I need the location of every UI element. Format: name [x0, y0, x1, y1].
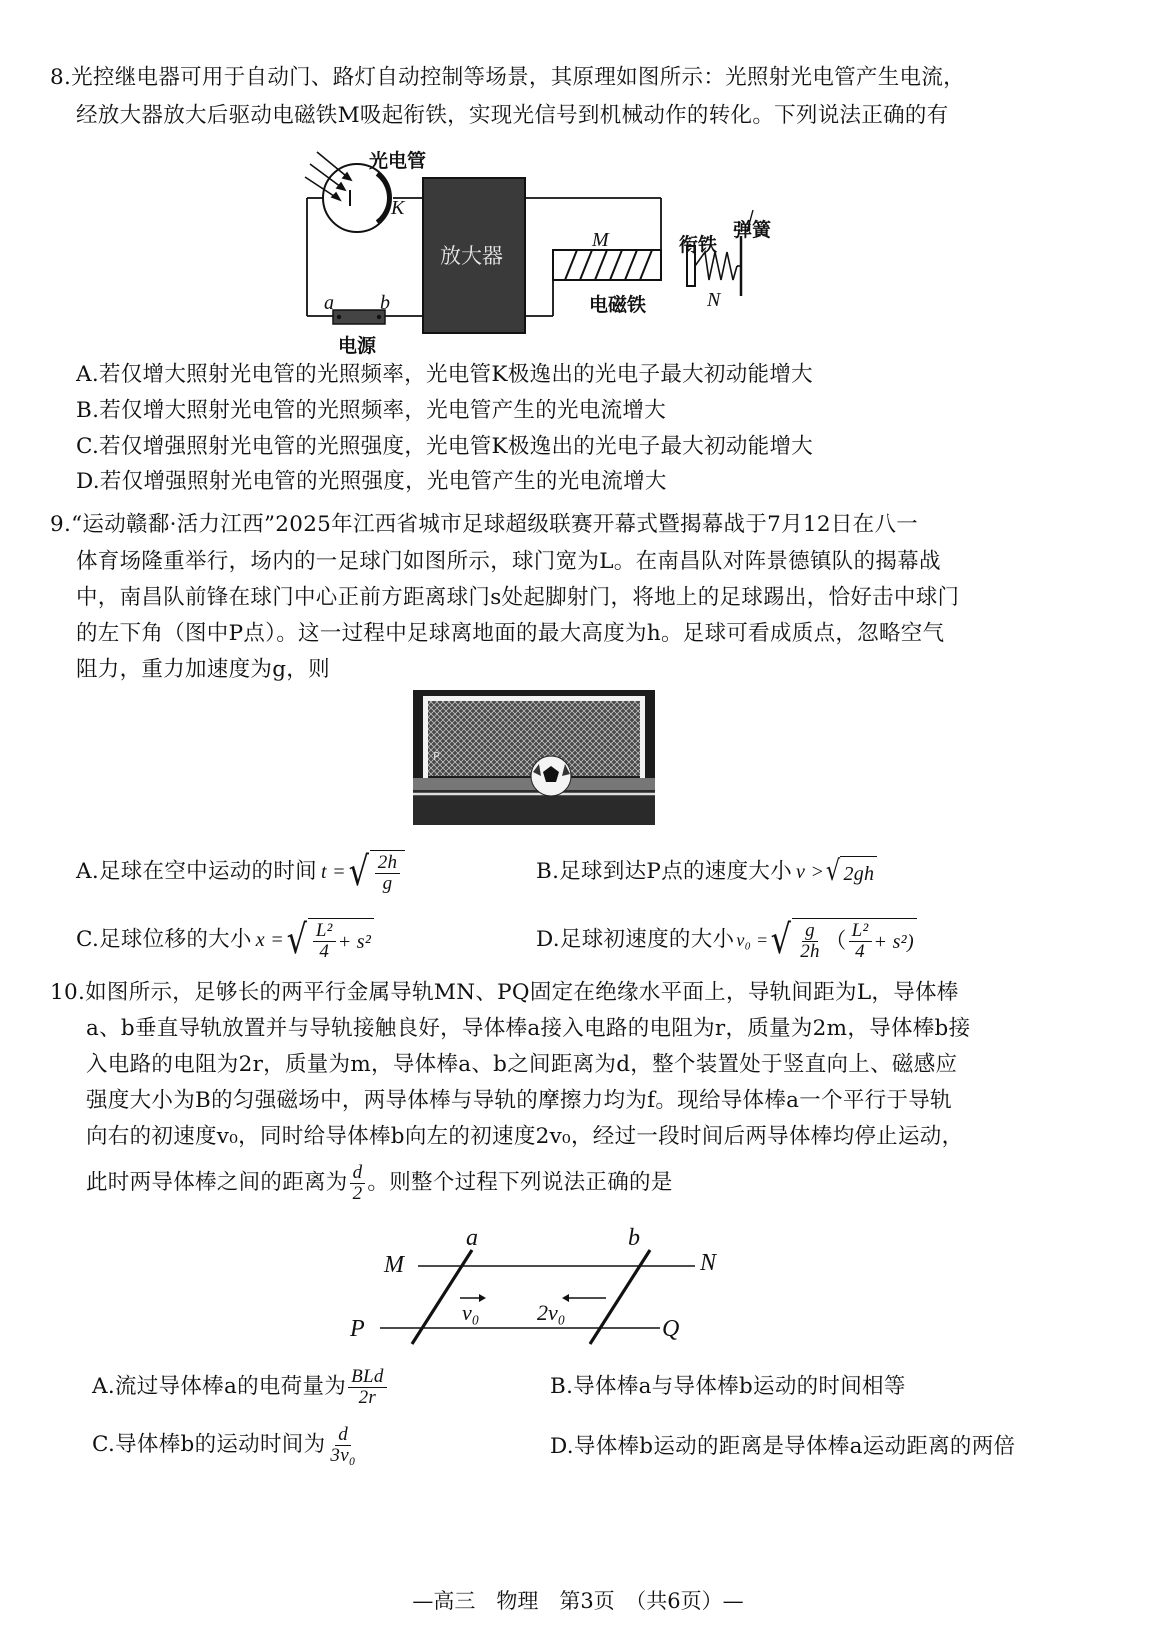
rod-b-label: b: [628, 1225, 640, 1251]
q9-option-d-den: 4: [855, 941, 865, 962]
q10-option-c: [92, 1420, 361, 1470]
q8-line1: 8.光控继电器可用于自动门、路灯自动控制等场景，其原理如图所示：光照射光电管产生电流，: [50, 65, 965, 90]
q10-line6: [86, 1158, 673, 1208]
spring-label: 弹簧: [733, 219, 772, 241]
q10-line1: 10.如图所示，足够长的两平行金属导轨MN、PQ固定在绝缘水平面上，导轨间距为L，导体棒: [50, 980, 959, 1005]
q9-option-a-sqrt: √ $\frac{2h}{g}$: [346, 850, 405, 894]
q9-option-c: [76, 905, 374, 975]
q9-option-d-open: （: [824, 928, 847, 954]
rod-a-label: a: [466, 1225, 478, 1251]
q9-option-c-text: C.足球位移的大小: [76, 927, 252, 952]
q9-option-d-lhs: v₀ =: [736, 930, 769, 950]
rails-diagram: [340, 1222, 740, 1352]
q8-option-b: B.若仅增大照射光电管的光照频率，光电管产生的光电流增大: [76, 398, 667, 423]
q9-option-b-sqrt: √ 2gh: [824, 856, 877, 889]
photo-p-label: P: [433, 750, 440, 763]
q10-option-d: D.导体棒b运动的距离是导体棒a运动距离的两倍: [550, 1434, 1016, 1459]
q9-option-d-tail: + s²): [873, 930, 914, 953]
q8-option-c: C.若仅增强照射光电管的光照强度，光电管K极逸出的光电子最大初动能增大: [76, 434, 814, 459]
q8-option-a: A.若仅增大照射光电管的光照频率，光电管K极逸出的光电子最大初动能增大: [76, 362, 813, 387]
q9-option-d-text: D.足球初速度的大小: [536, 927, 735, 952]
rail-p-label: P: [350, 1316, 365, 1342]
q10-option-a-num: BLd: [348, 1367, 387, 1388]
q9-option-a-lhs: t =: [320, 861, 346, 883]
m-label: M: [592, 229, 609, 251]
rail-m-label: M: [384, 1252, 404, 1278]
q9-option-c-den: 4: [319, 941, 330, 962]
velocity-b-label: 2v₀: [537, 1300, 566, 1325]
q10-line6-num: d: [350, 1163, 366, 1184]
q9-line4: 的左下角（图中P点）。这一过程中足球离地面的最大高度为h。足球可看成质点，忽略空气: [76, 621, 945, 646]
velocity-a-label: v₀: [462, 1300, 480, 1325]
q9-option-b: [536, 852, 877, 892]
q9-option-c-sqrt: √ $\frac{\text{L²}}{4}$ + s²: [284, 918, 374, 962]
soccer-goal-photo: [413, 690, 655, 825]
q9-option-a-text: A.足球在空中运动的时间: [76, 859, 317, 884]
q9-option-d: [536, 905, 917, 975]
rail-n-label: N: [700, 1250, 717, 1276]
q9-option-a-den: g: [382, 873, 393, 894]
q10-option-a-den: 2r: [358, 1386, 377, 1408]
electromagnet-label: 电磁铁: [589, 294, 647, 316]
n-label: N: [707, 289, 721, 311]
q10-option-c-num: d: [335, 1425, 351, 1446]
q9-option-d-gnum: g: [802, 921, 818, 942]
q9-option-d-num: L²: [849, 921, 872, 942]
q9-option-c-tail: + s²: [337, 930, 372, 953]
q9-option-c-lhs: x =: [255, 929, 285, 951]
page-footer: —高三 物理 第3页 （共6页）—: [412, 1589, 744, 1613]
q9-option-b-lhs: v >: [796, 861, 825, 883]
a-terminal-label: a: [324, 292, 334, 314]
rail-q-label: Q: [662, 1316, 680, 1342]
q10-line4: 强度大小为B的匀强磁场中，两导体棒与导轨的摩擦力均为f。现给导体棒a一个平行于导轨: [86, 1088, 952, 1113]
q9-option-d-gden: 2h: [800, 941, 820, 962]
q10-option-c-den: 3v₀: [330, 1444, 356, 1466]
q10-option-a-text: A.流过导体棒a的电荷量为: [92, 1374, 347, 1399]
q10-line6-den: 2: [352, 1182, 363, 1204]
q10-line3: 入电路的电阻为2r，质量为m，导体棒a、b之间距离为d，整个装置处于竖直向上、磁感应: [86, 1052, 958, 1077]
q10-option-a: [92, 1362, 389, 1412]
phototube-label: 光电管: [369, 150, 427, 172]
q9-line3: 中，南昌队前锋在球门中心正前方距离球门s处起脚射门，将地上的足球踢出，恰好击中球门: [76, 585, 960, 610]
q9-line2: 体育场隆重举行，场内的一足球门如图所示，球门宽为L。在南昌队对阵景德镇队的揭幕战: [76, 549, 941, 574]
q10-option-c-text: C.导体棒b的运动时间为: [92, 1432, 326, 1457]
q9-option-b-text: B.足球到达P点的速度大小: [536, 859, 793, 884]
q9-option-a-num: 2h: [375, 853, 401, 874]
q9-line1: 9.“运动赣鄱·活力江西”2025年江西省城市足球超级联赛开幕式暨揭幕战于7月12日在八一: [50, 512, 919, 537]
q9-option-a: [76, 837, 405, 907]
q9-option-c-num: L²: [313, 921, 336, 942]
q10-line6-tail: 。则整个过程下列说法正确的是: [367, 1170, 673, 1195]
q10-line5: 向右的初速度v₀，同时给导体棒b向左的初速度2v₀，经过一段时间后两导体棒均停止运动，: [86, 1124, 964, 1149]
amplifier-label: 放大器: [440, 244, 503, 268]
q10-line2: a、b垂直导轨放置并与导轨接触良好，导体棒a接入电路的电阻为r，质量为2m，导体棒b接: [86, 1016, 971, 1041]
q9-option-b-rad: 2gh: [840, 856, 877, 889]
armature-label: 衔铁: [679, 234, 718, 256]
q8-option-d: D.若仅增强照射光电管的光照强度，光电管产生的光电流增大: [76, 469, 667, 494]
power-label: 电源: [338, 335, 377, 357]
q9-option-d-sqrt: √ $\frac{g}{2h}$ （ $\frac{\text{L²}}{4}$ + s²): [768, 918, 917, 962]
q10-option-b: B.导体棒a与导体棒b运动的时间相等: [550, 1374, 906, 1399]
k-label: K: [391, 197, 405, 219]
q9-line5: 阻力，重力加速度为g，则: [76, 657, 330, 682]
q8-line2: 经放大器放大后驱动电磁铁M吸起衔铁，实现光信号到机械动作的转化。下列说法正确的有: [76, 103, 949, 128]
q10-line6-text: 此时两导体棒之间的距离为: [86, 1170, 348, 1195]
b-terminal-label: b: [380, 292, 390, 314]
